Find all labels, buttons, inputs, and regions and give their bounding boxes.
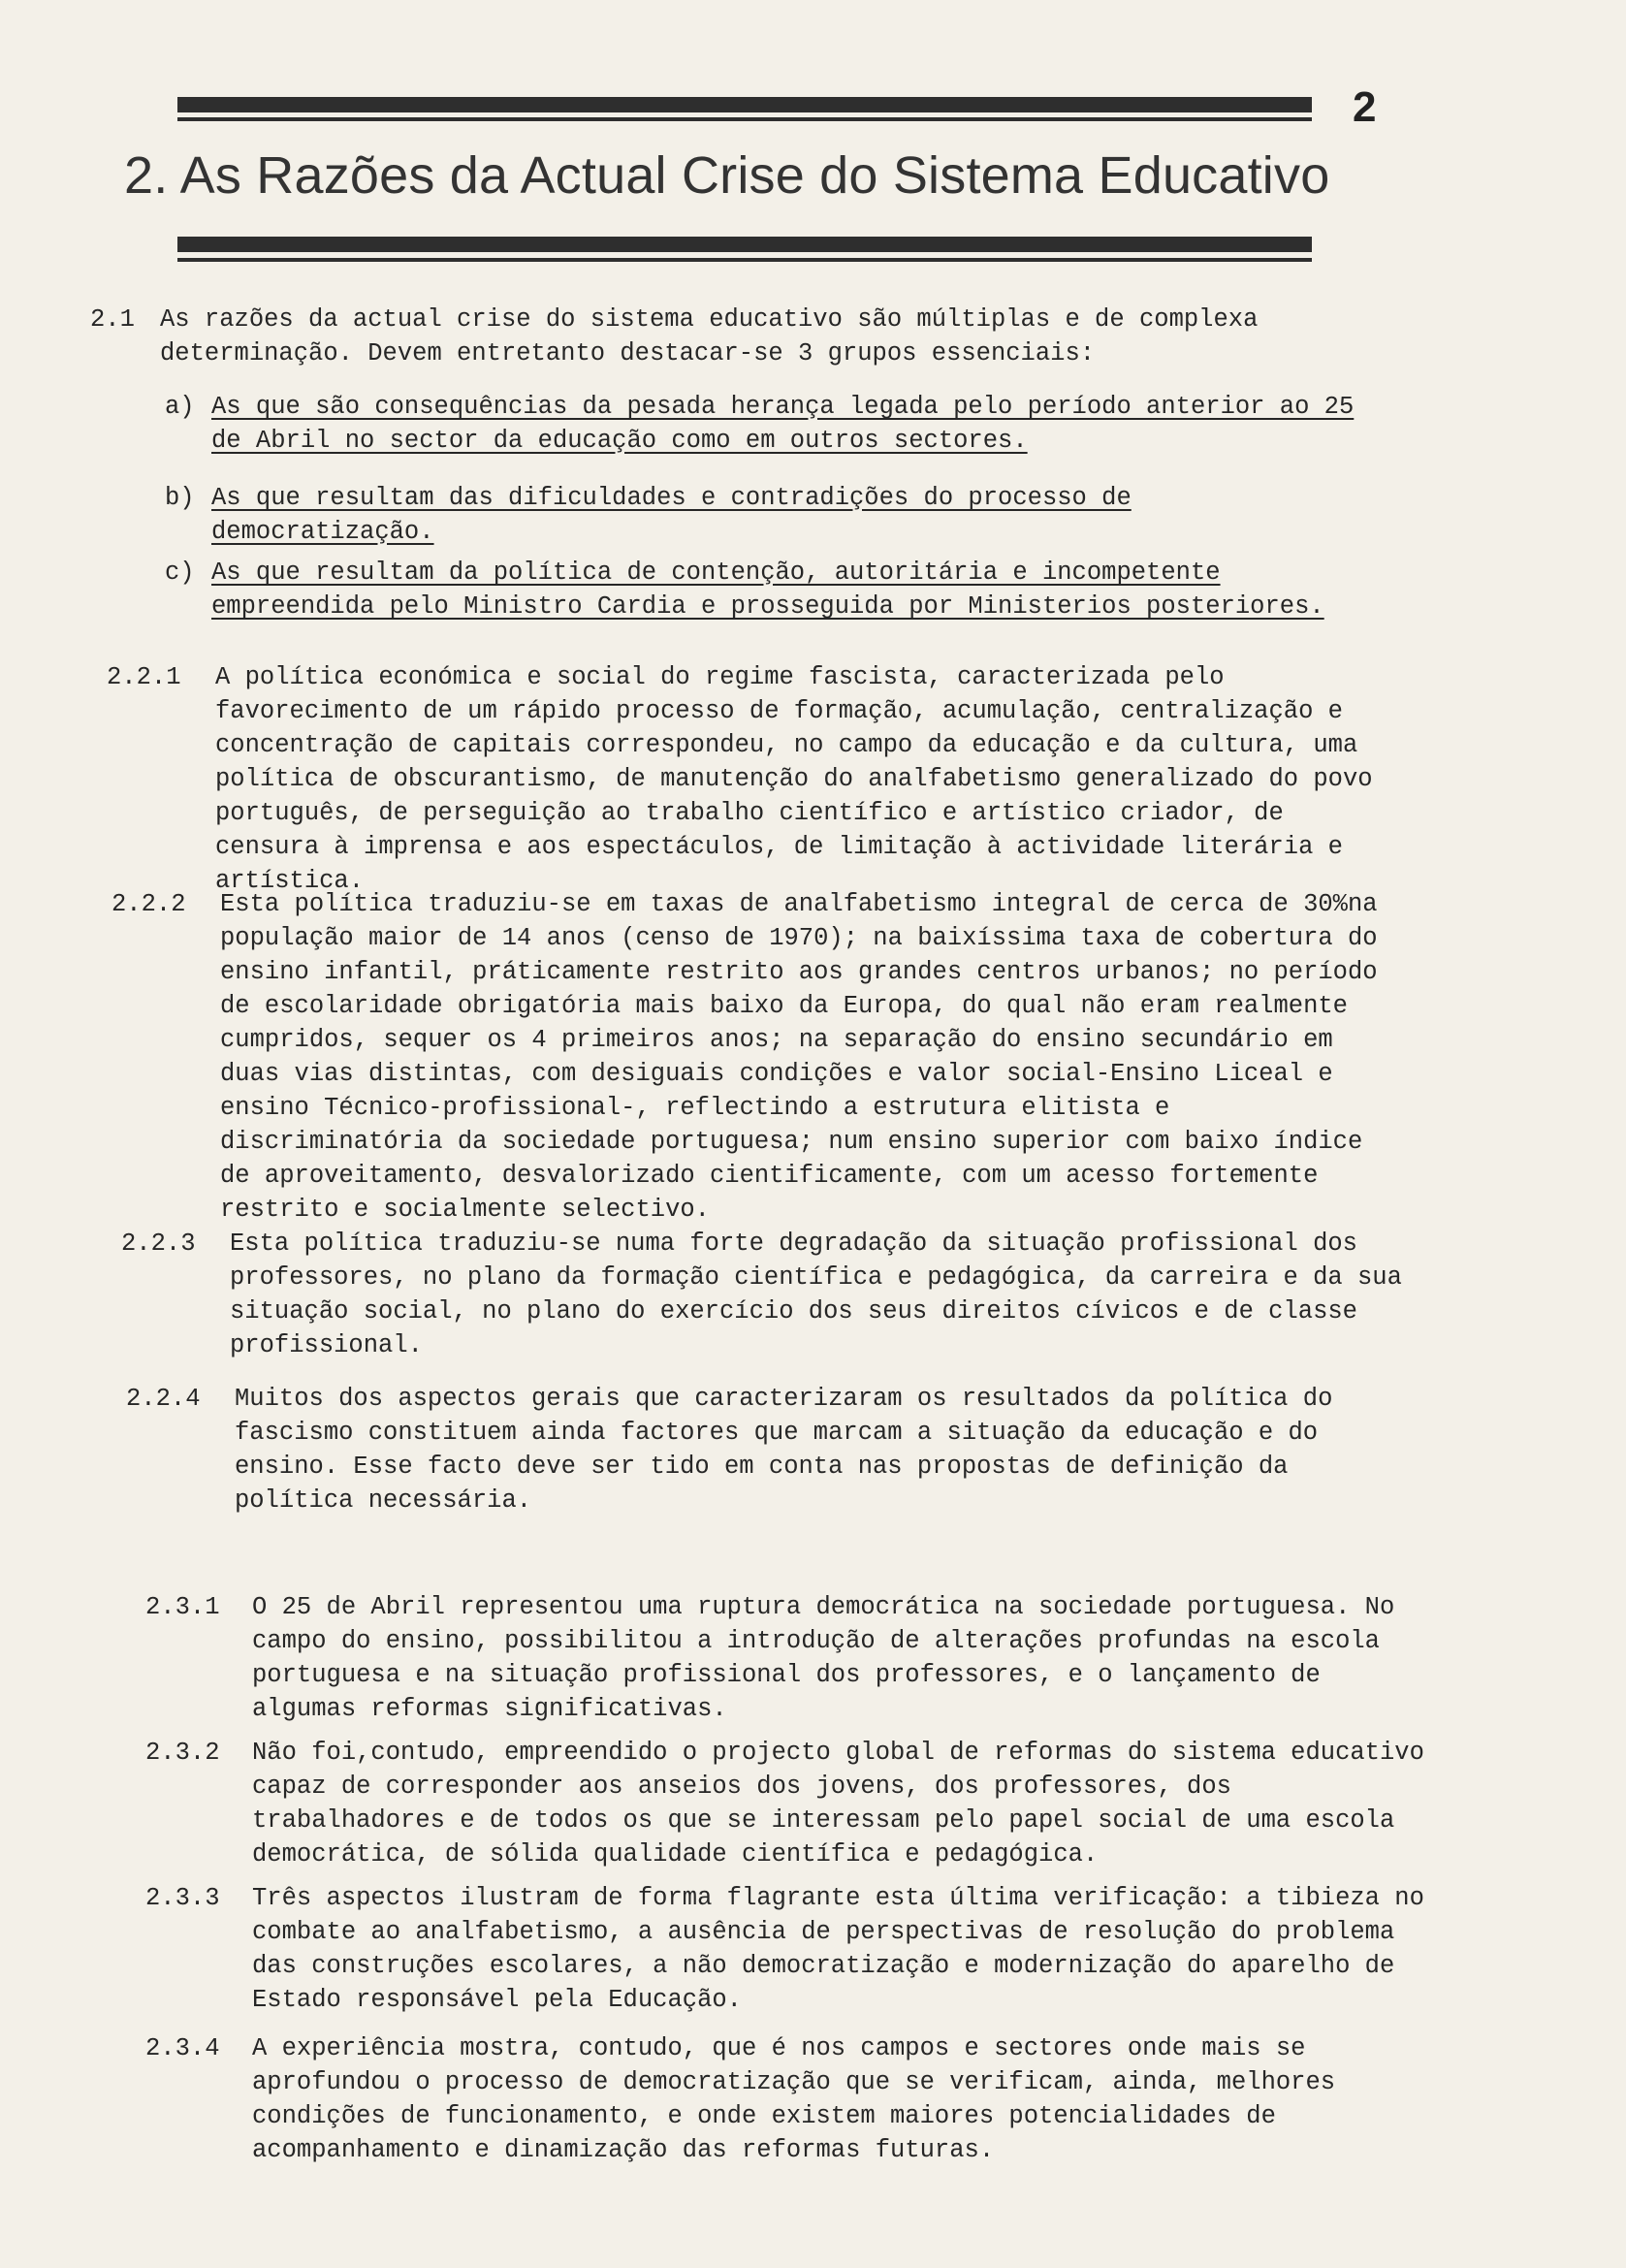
paragraph-number: 2.3.1: [145, 1593, 220, 1621]
header-rule-bottom: [177, 237, 1312, 252]
page-number: 2: [1353, 83, 1377, 131]
paragraph-text: Esta política traduziu-se em taxas de analfabetismo integral de cerca de 30%na população maior de 14 anos (censo de 1970); na baixíssima taxa de cobertura do ensino infantil, práticamente restrito aos grandes centros urbanos; no período de escolaridade obrigatória mais baixo da Europa, do qual não eram realmente cumpridos, sequer os 4 primeiros anos; na separação do ensino secundário em duas vias distintas, com desiguais condições e valor social-Ensino Liceal e ensino Técnico-profissional-, reflectindo a estrutura elitista e discriminatória da sociedade portuguesa; num ensino superior com baixo índice de aproveitamento, desvalorizado cientificamente, com um acesso fortemente restrito e socialmente selectivo.: [220, 890, 1378, 1224]
paragraph-number: 2.2.2: [112, 890, 186, 918]
paragraph-number: 2.2.4: [126, 1385, 201, 1413]
header-rule-bottom-thin: [177, 258, 1312, 262]
paragraph-number: 2.2.1: [107, 663, 181, 691]
list-item-text: As que resultam das dificuldades e contradições do processo de democratização.: [211, 484, 1132, 546]
paragraph-text: O 25 de Abril representou uma ruptura democrática na sociedade portuguesa. No campo do ensino, possibilitou a introdução de alterações profundas na escola portuguesa e na situação profissional dos professores, e o lançamento de algumas reformas significativas.: [252, 1593, 1395, 1723]
paragraph-number: 2.1: [90, 305, 135, 334]
paragraph-text: As razões da actual crise do sistema educativo são múltiplas e de complexa determinação. Devem entretanto destacar-se 3 grupos essenciais:: [160, 305, 1259, 367]
paragraph-number: 2.2.3: [121, 1230, 196, 1258]
list-item-text: As que são consequências da pesada herança legada pelo período anterior ao 25 de Abril no sector da educação como em outros sectores.: [211, 393, 1355, 455]
paragraph-text: A experiência mostra, contudo, que é nos campos e sectores onde mais se aprofundou o processo de democratização que se verificam, ainda, melhores condições de funcionamento, e onde existem maiores potencialidades de acompanhamento e dinamização das reformas futuras.: [252, 2034, 1336, 2164]
list-item-label: a): [165, 393, 195, 421]
paragraph-text: A política económica e social do regime fascista, caracterizada pelo favorecimento de um rápido processo de formação, acumulação, centralização e concentração de capitais correspondeu, no campo da educação e da cultura, uma política de obscurantismo, de manutenção do analfabetismo generalizado do povo português, de perseguição ao trabalho científico e artístico criador, de censura à imprensa e aos espectáculos, de limitação à actividade literária e artística.: [215, 663, 1373, 895]
paragraph-number: 2.3.4: [145, 2034, 220, 2062]
paragraph-text: Não foi,contudo, empreendido o projecto global de reformas do sistema educativo capaz de corresponder aos anseios dos jovens, dos professores, dos trabalhadores e de todos os que se interessam pelo papel social de uma escola democrática, de sólida qualidade científica e pedagógica.: [252, 1739, 1424, 1869]
section-title: 2. As Razões da Actual Crise do Sistema Educativo: [124, 146, 1330, 205]
paragraph-number: 2.3.3: [145, 1884, 220, 1912]
header-rule-top: [177, 97, 1312, 112]
list-item-label: c): [165, 559, 195, 587]
header-rule-top-thin: [177, 117, 1312, 121]
paragraph-text: Três aspectos ilustram de forma flagrante esta última verificação: a tibieza no combate ao analfabetismo, a ausência de perspectivas de resolução do problema das construções escolares, a não democratização e modernização do aparelho de Estado responsável pela Educação.: [252, 1884, 1424, 2014]
paragraph-text: Esta política traduziu-se numa forte degradação da situação profissional dos professores, no plano da formação científica e pedagógica, da carreira e da sua situação social, no plano do exercício dos seus direitos cívicos e de classe profissional.: [230, 1230, 1402, 1359]
list-item-text: As que resultam da política de contenção, autoritária e incompetente empreendida pelo Ministro Cardia e prosseguida por Ministerios posteriores.: [211, 559, 1324, 621]
paragraph-text: Muitos dos aspectos gerais que caracterizaram os resultados da política do fascismo constituem ainda factores que marcam a situação da educação e do ensino. Esse facto deve ser tido em conta nas propostas de definição da política necessária.: [235, 1385, 1333, 1515]
list-item-label: b): [165, 484, 195, 512]
paragraph-number: 2.3.2: [145, 1739, 220, 1767]
